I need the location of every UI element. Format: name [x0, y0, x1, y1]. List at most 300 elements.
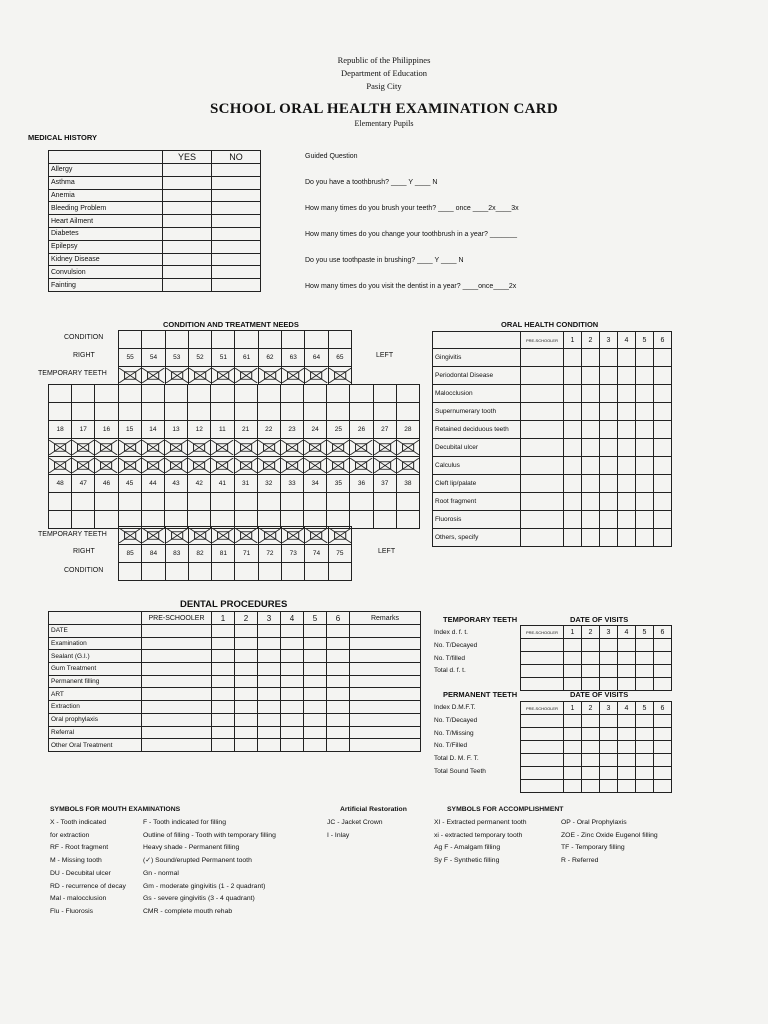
- tooth-surface-diagram[interactable]: [165, 458, 187, 473]
- tooth-surface-diagram[interactable]: [350, 440, 372, 455]
- visit-cell[interactable]: [582, 715, 600, 728]
- visit-cell[interactable]: [636, 639, 654, 652]
- no-checkbox[interactable]: [212, 279, 261, 292]
- oral-condition-cell[interactable]: [600, 493, 618, 511]
- oral-condition-cell[interactable]: [600, 439, 618, 457]
- tooth-surface-diagram[interactable]: [119, 440, 141, 455]
- visit-cell[interactable]: [521, 652, 564, 665]
- procedure-cell[interactable]: [258, 637, 281, 650]
- oral-condition-cell[interactable]: [600, 511, 618, 529]
- oral-condition-cell[interactable]: [600, 421, 618, 439]
- tooth-cell[interactable]: [95, 385, 118, 403]
- tooth-cell[interactable]: [49, 493, 72, 511]
- oral-condition-cell[interactable]: [564, 511, 582, 529]
- tooth-surface-diagram[interactable]: [119, 458, 141, 473]
- procedure-cell[interactable]: [142, 650, 212, 663]
- tooth-cell[interactable]: [211, 403, 234, 421]
- tooth-cell[interactable]: [212, 563, 235, 581]
- tooth-cell[interactable]: [305, 563, 328, 581]
- oral-condition-cell[interactable]: [618, 439, 636, 457]
- procedure-cell[interactable]: [212, 637, 235, 650]
- visit-cell[interactable]: [582, 741, 600, 754]
- oral-condition-cell[interactable]: [582, 439, 600, 457]
- visit-cell[interactable]: [654, 715, 672, 728]
- visit-cell[interactable]: [564, 639, 582, 652]
- visit-cell[interactable]: [582, 728, 600, 741]
- tooth-cell[interactable]: [211, 493, 234, 511]
- oral-condition-cell[interactable]: [636, 421, 654, 439]
- procedure-cell[interactable]: [350, 739, 421, 752]
- procedure-cell[interactable]: [304, 650, 327, 663]
- visit-cell[interactable]: [564, 678, 582, 691]
- oral-condition-cell[interactable]: [618, 367, 636, 385]
- procedure-cell[interactable]: [281, 701, 304, 714]
- tooth-cell[interactable]: [141, 385, 164, 403]
- oral-condition-cell[interactable]: [564, 457, 582, 475]
- visit-cell[interactable]: [521, 728, 564, 741]
- oral-condition-cell[interactable]: [582, 493, 600, 511]
- yes-checkbox[interactable]: [163, 253, 212, 266]
- oral-condition-cell[interactable]: [636, 529, 654, 547]
- procedure-cell[interactable]: [212, 713, 235, 726]
- visit-cell[interactable]: [618, 665, 636, 678]
- oral-condition-cell[interactable]: [636, 493, 654, 511]
- procedure-cell[interactable]: [212, 663, 235, 676]
- tooth-surface-diagram[interactable]: [211, 440, 233, 455]
- procedure-cell[interactable]: [212, 726, 235, 739]
- oral-condition-cell[interactable]: [618, 529, 636, 547]
- no-checkbox[interactable]: [212, 253, 261, 266]
- tooth-surface-diagram[interactable]: [212, 528, 234, 543]
- oral-condition-cell[interactable]: [636, 403, 654, 421]
- oral-condition-cell[interactable]: [636, 385, 654, 403]
- oral-condition-cell[interactable]: [521, 367, 564, 385]
- tooth-cell[interactable]: [72, 511, 95, 529]
- procedure-cell[interactable]: [142, 688, 212, 701]
- procedure-cell[interactable]: [258, 701, 281, 714]
- tooth-surface-diagram[interactable]: [166, 368, 188, 383]
- oral-condition-cell[interactable]: [521, 403, 564, 421]
- procedure-cell[interactable]: [304, 739, 327, 752]
- oral-condition-cell[interactable]: [600, 385, 618, 403]
- tooth-surface-diagram[interactable]: [304, 440, 326, 455]
- tooth-cell[interactable]: [235, 331, 258, 349]
- visit-cell[interactable]: [618, 754, 636, 767]
- tooth-surface-diagram[interactable]: [188, 440, 210, 455]
- procedure-cell[interactable]: [235, 701, 258, 714]
- tooth-cell[interactable]: [373, 493, 396, 511]
- procedure-cell[interactable]: [281, 688, 304, 701]
- tooth-cell[interactable]: [119, 563, 142, 581]
- tooth-cell[interactable]: [350, 511, 373, 529]
- tooth-cell[interactable]: [142, 331, 165, 349]
- oral-condition-cell[interactable]: [654, 511, 672, 529]
- visit-cell[interactable]: [636, 741, 654, 754]
- tooth-cell[interactable]: [328, 563, 351, 581]
- procedure-cell[interactable]: [142, 637, 212, 650]
- procedure-cell[interactable]: [235, 713, 258, 726]
- oral-condition-cell[interactable]: [600, 475, 618, 493]
- procedure-cell[interactable]: [142, 675, 212, 688]
- tooth-surface-diagram[interactable]: [235, 528, 257, 543]
- tooth-cell[interactable]: [118, 385, 141, 403]
- oral-condition-cell[interactable]: [564, 385, 582, 403]
- visit-cell[interactable]: [618, 767, 636, 780]
- visit-cell[interactable]: [521, 780, 564, 793]
- procedure-cell[interactable]: [327, 688, 350, 701]
- visit-cell[interactable]: [582, 754, 600, 767]
- visit-cell[interactable]: [618, 741, 636, 754]
- tooth-cell[interactable]: [280, 493, 303, 511]
- tooth-surface-diagram[interactable]: [142, 440, 164, 455]
- oral-condition-cell[interactable]: [582, 529, 600, 547]
- oral-condition-cell[interactable]: [564, 493, 582, 511]
- visit-cell[interactable]: [636, 652, 654, 665]
- oral-condition-cell[interactable]: [564, 367, 582, 385]
- tooth-surface-diagram[interactable]: [397, 458, 419, 473]
- tooth-cell[interactable]: [257, 403, 280, 421]
- tooth-surface-diagram[interactable]: [119, 368, 141, 383]
- visit-cell[interactable]: [618, 639, 636, 652]
- no-checkbox[interactable]: [212, 266, 261, 279]
- tooth-cell[interactable]: [164, 493, 187, 511]
- procedure-cell[interactable]: [142, 701, 212, 714]
- procedure-cell[interactable]: [258, 726, 281, 739]
- visit-cell[interactable]: [636, 767, 654, 780]
- procedure-cell[interactable]: [212, 739, 235, 752]
- procedure-cell[interactable]: [304, 637, 327, 650]
- procedure-cell[interactable]: [304, 675, 327, 688]
- procedure-cell[interactable]: [281, 650, 304, 663]
- tooth-cell[interactable]: [95, 403, 118, 421]
- oral-condition-cell[interactable]: [654, 421, 672, 439]
- procedure-cell[interactable]: [327, 739, 350, 752]
- procedure-cell[interactable]: [304, 726, 327, 739]
- tooth-surface-diagram[interactable]: [142, 368, 164, 383]
- tooth-cell[interactable]: [304, 385, 327, 403]
- tooth-surface-diagram[interactable]: [212, 368, 234, 383]
- tooth-cell[interactable]: [142, 563, 165, 581]
- tooth-cell[interactable]: [258, 563, 281, 581]
- oral-condition-cell[interactable]: [636, 457, 654, 475]
- procedure-cell[interactable]: [350, 663, 421, 676]
- tooth-surface-diagram[interactable]: [165, 440, 187, 455]
- visit-cell[interactable]: [636, 728, 654, 741]
- procedure-cell[interactable]: [235, 675, 258, 688]
- yes-checkbox[interactable]: [163, 279, 212, 292]
- visit-cell[interactable]: [636, 780, 654, 793]
- oral-condition-cell[interactable]: [564, 403, 582, 421]
- oral-condition-cell[interactable]: [521, 511, 564, 529]
- tooth-surface-diagram[interactable]: [258, 458, 280, 473]
- procedure-cell[interactable]: [304, 625, 327, 638]
- oral-condition-cell[interactable]: [654, 403, 672, 421]
- visit-cell[interactable]: [600, 652, 618, 665]
- oral-condition-cell[interactable]: [582, 367, 600, 385]
- procedure-cell[interactable]: [304, 713, 327, 726]
- tooth-cell[interactable]: [72, 403, 95, 421]
- procedure-cell[interactable]: [281, 663, 304, 676]
- visit-cell[interactable]: [521, 767, 564, 780]
- tooth-surface-diagram[interactable]: [142, 528, 164, 543]
- oral-condition-cell[interactable]: [636, 475, 654, 493]
- visit-cell[interactable]: [521, 754, 564, 767]
- visit-cell[interactable]: [654, 780, 672, 793]
- tooth-surface-diagram[interactable]: [258, 440, 280, 455]
- oral-condition-cell[interactable]: [521, 475, 564, 493]
- tooth-surface-diagram[interactable]: [235, 440, 257, 455]
- yes-checkbox[interactable]: [163, 189, 212, 202]
- tooth-cell[interactable]: [164, 403, 187, 421]
- procedure-cell[interactable]: [304, 663, 327, 676]
- tooth-cell[interactable]: [350, 493, 373, 511]
- visit-cell[interactable]: [582, 780, 600, 793]
- procedure-cell[interactable]: [327, 675, 350, 688]
- visit-cell[interactable]: [636, 754, 654, 767]
- oral-condition-cell[interactable]: [618, 511, 636, 529]
- tooth-surface-diagram[interactable]: [72, 440, 94, 455]
- procedure-cell[interactable]: [212, 675, 235, 688]
- visit-cell[interactable]: [582, 665, 600, 678]
- visit-cell[interactable]: [582, 652, 600, 665]
- procedure-cell[interactable]: [327, 625, 350, 638]
- tooth-surface-diagram[interactable]: [72, 458, 94, 473]
- visit-cell[interactable]: [521, 741, 564, 754]
- tooth-cell[interactable]: [350, 403, 373, 421]
- no-checkbox[interactable]: [212, 202, 261, 215]
- procedure-cell[interactable]: [281, 713, 304, 726]
- procedure-cell[interactable]: [304, 701, 327, 714]
- procedure-cell[interactable]: [258, 739, 281, 752]
- tooth-surface-diagram[interactable]: [329, 368, 351, 383]
- tooth-cell[interactable]: [396, 493, 419, 511]
- visit-cell[interactable]: [600, 767, 618, 780]
- oral-condition-cell[interactable]: [521, 529, 564, 547]
- visit-cell[interactable]: [582, 639, 600, 652]
- oral-condition-cell[interactable]: [600, 457, 618, 475]
- visit-cell[interactable]: [521, 715, 564, 728]
- tooth-cell[interactable]: [95, 511, 118, 529]
- tooth-cell[interactable]: [327, 403, 350, 421]
- visit-cell[interactable]: [521, 665, 564, 678]
- visit-cell[interactable]: [600, 678, 618, 691]
- oral-condition-cell[interactable]: [654, 439, 672, 457]
- procedure-cell[interactable]: [350, 688, 421, 701]
- tooth-cell[interactable]: [234, 493, 257, 511]
- visit-cell[interactable]: [600, 639, 618, 652]
- tooth-cell[interactable]: [72, 385, 95, 403]
- oral-condition-cell[interactable]: [582, 403, 600, 421]
- oral-condition-cell[interactable]: [636, 511, 654, 529]
- tooth-cell[interactable]: [234, 385, 257, 403]
- tooth-cell[interactable]: [234, 403, 257, 421]
- visit-cell[interactable]: [564, 767, 582, 780]
- oral-condition-cell[interactable]: [564, 421, 582, 439]
- tooth-surface-diagram[interactable]: [188, 458, 210, 473]
- tooth-cell[interactable]: [327, 493, 350, 511]
- tooth-surface-diagram[interactable]: [235, 368, 257, 383]
- tooth-cell[interactable]: [72, 493, 95, 511]
- procedure-cell[interactable]: [235, 739, 258, 752]
- oral-condition-cell[interactable]: [521, 439, 564, 457]
- tooth-surface-diagram[interactable]: [374, 440, 396, 455]
- oral-condition-cell[interactable]: [521, 493, 564, 511]
- tooth-cell[interactable]: [211, 385, 234, 403]
- tooth-cell[interactable]: [257, 385, 280, 403]
- procedure-cell[interactable]: [281, 726, 304, 739]
- procedure-cell[interactable]: [258, 675, 281, 688]
- visit-cell[interactable]: [564, 652, 582, 665]
- oral-condition-cell[interactable]: [618, 403, 636, 421]
- tooth-surface-diagram[interactable]: [49, 458, 71, 473]
- procedure-cell[interactable]: [235, 625, 258, 638]
- tooth-cell[interactable]: [327, 385, 350, 403]
- visit-cell[interactable]: [654, 767, 672, 780]
- oral-condition-cell[interactable]: [618, 457, 636, 475]
- tooth-surface-diagram[interactable]: [259, 368, 281, 383]
- tooth-cell[interactable]: [373, 403, 396, 421]
- visit-cell[interactable]: [600, 728, 618, 741]
- procedure-cell[interactable]: [281, 739, 304, 752]
- tooth-surface-diagram[interactable]: [235, 458, 257, 473]
- no-checkbox[interactable]: [212, 164, 261, 177]
- yes-checkbox[interactable]: [163, 215, 212, 228]
- procedure-cell[interactable]: [327, 701, 350, 714]
- tooth-cell[interactable]: [118, 493, 141, 511]
- oral-condition-cell[interactable]: [600, 367, 618, 385]
- oral-condition-cell[interactable]: [654, 457, 672, 475]
- visit-cell[interactable]: [600, 665, 618, 678]
- tooth-surface-diagram[interactable]: [282, 368, 304, 383]
- yes-checkbox[interactable]: [163, 227, 212, 240]
- procedure-cell[interactable]: [327, 637, 350, 650]
- tooth-cell[interactable]: [49, 511, 72, 529]
- procedure-cell[interactable]: [304, 688, 327, 701]
- tooth-cell[interactable]: [280, 385, 303, 403]
- tooth-surface-diagram[interactable]: [327, 458, 349, 473]
- procedure-cell[interactable]: [258, 663, 281, 676]
- oral-condition-cell[interactable]: [618, 421, 636, 439]
- tooth-cell[interactable]: [49, 403, 72, 421]
- visit-cell[interactable]: [654, 728, 672, 741]
- procedure-cell[interactable]: [350, 713, 421, 726]
- procedure-cell[interactable]: [258, 713, 281, 726]
- procedure-cell[interactable]: [235, 663, 258, 676]
- visit-cell[interactable]: [521, 639, 564, 652]
- procedure-cell[interactable]: [350, 675, 421, 688]
- visit-cell[interactable]: [618, 728, 636, 741]
- tooth-cell[interactable]: [396, 385, 419, 403]
- yes-checkbox[interactable]: [163, 176, 212, 189]
- tooth-cell[interactable]: [373, 385, 396, 403]
- tooth-cell[interactable]: [282, 331, 305, 349]
- tooth-cell[interactable]: [164, 385, 187, 403]
- visit-cell[interactable]: [582, 767, 600, 780]
- visit-cell[interactable]: [582, 678, 600, 691]
- yes-checkbox[interactable]: [163, 202, 212, 215]
- yes-checkbox[interactable]: [163, 240, 212, 253]
- procedure-cell[interactable]: [142, 726, 212, 739]
- procedure-cell[interactable]: [350, 726, 421, 739]
- procedure-cell[interactable]: [142, 713, 212, 726]
- oral-condition-cell[interactable]: [582, 421, 600, 439]
- visit-cell[interactable]: [600, 780, 618, 793]
- tooth-surface-diagram[interactable]: [189, 528, 211, 543]
- yes-checkbox[interactable]: [163, 266, 212, 279]
- procedure-cell[interactable]: [327, 663, 350, 676]
- tooth-surface-diagram[interactable]: [305, 528, 327, 543]
- visit-cell[interactable]: [600, 741, 618, 754]
- procedure-cell[interactable]: [212, 701, 235, 714]
- tooth-surface-diagram[interactable]: [350, 458, 372, 473]
- visit-cell[interactable]: [654, 652, 672, 665]
- procedure-cell[interactable]: [235, 688, 258, 701]
- tooth-surface-diagram[interactable]: [282, 528, 304, 543]
- tooth-cell[interactable]: [258, 331, 281, 349]
- visit-cell[interactable]: [564, 754, 582, 767]
- oral-condition-cell[interactable]: [582, 385, 600, 403]
- visit-cell[interactable]: [564, 665, 582, 678]
- visit-cell[interactable]: [618, 678, 636, 691]
- tooth-cell[interactable]: [396, 511, 419, 529]
- no-checkbox[interactable]: [212, 240, 261, 253]
- visit-cell[interactable]: [636, 678, 654, 691]
- visit-cell[interactable]: [654, 754, 672, 767]
- oral-condition-cell[interactable]: [564, 529, 582, 547]
- yes-checkbox[interactable]: [163, 164, 212, 177]
- tooth-surface-diagram[interactable]: [166, 528, 188, 543]
- tooth-cell[interactable]: [188, 385, 211, 403]
- procedure-cell[interactable]: [258, 625, 281, 638]
- oral-condition-cell[interactable]: [654, 529, 672, 547]
- tooth-surface-diagram[interactable]: [329, 528, 351, 543]
- tooth-surface-diagram[interactable]: [189, 368, 211, 383]
- procedure-cell[interactable]: [142, 739, 212, 752]
- oral-condition-cell[interactable]: [582, 475, 600, 493]
- visit-cell[interactable]: [564, 780, 582, 793]
- tooth-cell[interactable]: [212, 331, 235, 349]
- visit-cell[interactable]: [564, 715, 582, 728]
- tooth-cell[interactable]: [165, 331, 188, 349]
- procedure-cell[interactable]: [350, 650, 421, 663]
- procedure-cell[interactable]: [235, 637, 258, 650]
- procedure-cell[interactable]: [327, 713, 350, 726]
- oral-condition-cell[interactable]: [618, 385, 636, 403]
- visit-cell[interactable]: [636, 665, 654, 678]
- no-checkbox[interactable]: [212, 189, 261, 202]
- procedure-cell[interactable]: [235, 650, 258, 663]
- procedure-cell[interactable]: [281, 675, 304, 688]
- visit-cell[interactable]: [618, 715, 636, 728]
- visit-cell[interactable]: [654, 639, 672, 652]
- procedure-cell[interactable]: [281, 637, 304, 650]
- tooth-surface-diagram[interactable]: [142, 458, 164, 473]
- tooth-cell[interactable]: [305, 331, 328, 349]
- tooth-cell[interactable]: [118, 403, 141, 421]
- oral-condition-cell[interactable]: [654, 475, 672, 493]
- tooth-surface-diagram[interactable]: [281, 440, 303, 455]
- procedure-cell[interactable]: [258, 650, 281, 663]
- procedure-cell[interactable]: [327, 726, 350, 739]
- oral-condition-cell[interactable]: [618, 349, 636, 367]
- oral-condition-cell[interactable]: [600, 529, 618, 547]
- procedure-cell[interactable]: [350, 637, 421, 650]
- oral-condition-cell[interactable]: [521, 421, 564, 439]
- visit-cell[interactable]: [564, 741, 582, 754]
- procedure-cell[interactable]: [350, 625, 421, 638]
- tooth-cell[interactable]: [257, 493, 280, 511]
- procedure-cell[interactable]: [212, 650, 235, 663]
